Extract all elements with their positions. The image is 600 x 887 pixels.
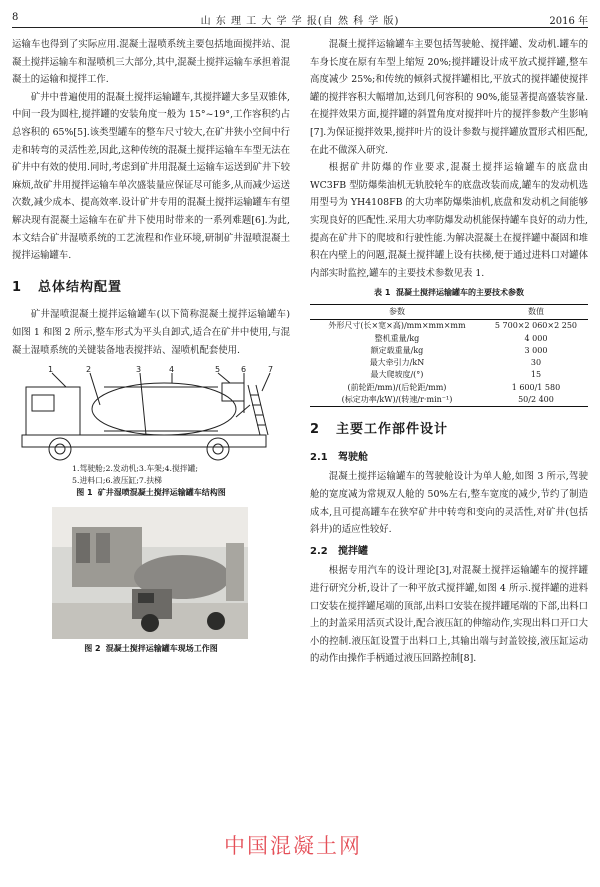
figure-1-caption — [12, 487, 290, 499]
table-row — [310, 394, 588, 407]
subsection-number: 2.1 — [310, 451, 328, 463]
section-number: 2 — [310, 422, 321, 438]
parameters-table — [310, 304, 588, 407]
figure-1-legend — [12, 463, 290, 487]
rear-wheel — [207, 438, 229, 460]
paragraph: 混凝土搅拌运输罐车的驾驶舱设计为单人舱,如图 3 所示,驾驶舱的宽度减为常规双人舱的 50%左右,整车宽度的减少,节约了制造成本,且可提高罐车在狭窄矿井中转弯和变向的灵活性,对矿井(包括斜井)的适应性较好. — [310, 471, 588, 536]
param-cell: 最大牵引力/kN — [369, 358, 425, 368]
wheel — [207, 612, 225, 630]
subsection-title: 驾驶舱 — [338, 451, 368, 463]
param-cell: 外形尺寸(长×宽×高)/mm×mm×mm — [328, 321, 466, 331]
hopper — [222, 383, 244, 401]
table-caption-text: 混凝土搅拌运输罐车的主要技术参数 — [395, 288, 524, 298]
param-cell: 整机重量/kg — [374, 333, 420, 343]
table-caption — [310, 284, 588, 302]
watermark: 中国混凝土网 — [224, 834, 362, 858]
table-row — [310, 320, 588, 333]
page-number: 8 — [12, 12, 19, 23]
figure-1-drawing — [12, 365, 290, 463]
figure-2-photo — [12, 507, 290, 639]
subsection-title: 搅拌罐 — [338, 545, 368, 557]
callout-1: 1 — [48, 365, 54, 375]
table-row — [310, 357, 588, 369]
paragraph: 根据矿井防爆的作业要求,混凝土搅拌运输罐车的底盘由 WC3FB 型防爆柴油机无轨胶轮车的底盘改装而成,罐车的发动机选用型号为 YH4108FB 的大功率防爆柴油机,底盘和发动机之间能够实现良好的匹配性.采用大功率防爆发动机能保持罐车良好的动力性,提高在矿井下的爬坡和行驶性能.为解决混凝土在搅拌罐中凝固和堆积在内壁上的问题,混凝土搅拌罐上设有扶梯,便于通过进料口对罐体内部实时监控,罐车的主要技术参数见表 1. — [310, 162, 588, 279]
callout-2: 2 — [86, 365, 92, 375]
subsection-number: 2.2 — [310, 545, 328, 557]
value-cell: 1 600/1 580 — [511, 382, 561, 392]
front-wheel — [49, 438, 71, 460]
figure-2-caption — [12, 643, 290, 655]
truck-diagram — [12, 365, 290, 463]
table-row — [310, 345, 588, 357]
legend-line: 1.驾驶舱;2.发动机;3.车架;4.搅拌罐; — [72, 464, 199, 474]
left-column — [12, 36, 290, 655]
figure-label: 图 2 — [84, 644, 101, 654]
callout-3: 3 — [136, 365, 142, 375]
param-cell: (标定功率/kW)/(转速/r·min⁻¹) — [310, 394, 484, 407]
param-cell: (前轮距/mm)/(后轮距/mm) — [347, 382, 447, 392]
table-row — [310, 333, 588, 345]
value-cell: 5 700×2 060×2 250 — [494, 321, 578, 331]
subsection-heading — [310, 543, 588, 561]
table-header-row — [310, 304, 588, 319]
value-cell: 50/2 400 — [484, 394, 588, 407]
header-value: 数值 — [484, 304, 588, 319]
cab-window — [32, 395, 54, 411]
drum-body — [92, 383, 236, 435]
figure-label: 图 1 — [76, 488, 93, 498]
paragraph: 运输车也得到了实际应用.混凝土湿喷系统主要包括地面搅拌站、混凝土搅拌运输车和湿喷机三大部分,其中,混凝土搅拌运输车承担着混凝土的运输和搅拌工作. — [12, 39, 290, 86]
section-title: 主要工作部件设计 — [336, 422, 449, 438]
site-photo — [12, 507, 290, 639]
year: 2016 年 — [549, 16, 588, 27]
wheel — [141, 614, 159, 632]
paragraph: 根据专用汽车的设计理论[3],对混凝土搅拌运输罐车的搅拌罐进行研究分析,设计了一种平放式搅拌罐,如图 4 所示.搅拌罐的进料口安装在搅拌罐尾端的顶部,出料口安装在搅拌罐尾端的下部,出料口上的封盖采用活页式设计,配合液压缸的伸缩动作,实现出料口开口大小的控制.液压缸设置于出料口上,其输出端与封盖铰接,液压缸运动的动作由操作手柄通过液压回路控制[8]. — [310, 565, 588, 665]
callout-7: 7 — [268, 365, 274, 375]
value-cell: 15 — [530, 370, 542, 380]
callout-6: 6 — [241, 365, 247, 375]
callout-4: 4 — [169, 365, 175, 375]
paragraph: 混凝土搅拌运输罐车主要包括驾驶舱、搅拌罐、发动机.罐车的车身长度在原有车型上缩短 20%;搅拌罐设计成平放式搅拌罐,整车高度减少 25%;和传统的倾斜式搅拌罐相比,平放式的搅拌罐使搅拌罐的搅拌容积大幅增加,达到几何容积的 90%,能显著提高盛装容量.在搅拌效果方面,搅拌罐的斜置角度对搅拌叶片的搅拌参数产生影响[7].为保证搅拌效果,搅拌叶片的设计参数与搅拌罐放置形式相匹配,在此不做深入研究. — [310, 39, 588, 156]
frame-rect — [22, 435, 266, 447]
subsection-heading — [310, 449, 588, 467]
table-row — [310, 369, 588, 381]
param-cell: 最大爬坡度/(°) — [370, 370, 424, 380]
value-cell: 3 000 — [524, 345, 548, 355]
journal-name: 山 东 理 工 大 学 学 报(自 然 科 学 版) — [200, 16, 400, 27]
table-label: 表 1 — [374, 288, 391, 298]
table-row — [310, 382, 588, 394]
paragraph: 矿井湿喷混凝土搅拌运输罐车(以下简称混凝土搅拌运输罐车)如图 1 和图 2 所示,整车形式为平头自卸式,适合在矿井中使用,与混凝土湿喷系统的关键装备地表搅拌站、湿喷机配套使用. — [12, 309, 290, 356]
paragraph: 矿井中普遍使用的混凝土搅拌运输罐车,其搅拌罐大多呈双锥体,中间一段为圆柱,搅拌罐的安装角度一般为 15°~19°,工作容积约占总容积的 65%[5].该类型罐车的整车尺寸较大,在矿井狭小空间中行走和转弯的灵活性差,因此,这种传统的混凝土搅拌运输车车型无法在矿井中有效的使用.同时,考虑到矿井用混凝土运输车运送到矿井下较麻烦,故矿井用搅拌运输车单次盛装量应保证尽可能多,从而减少运送次数,减少成本、提高效率.设计矿井专用的混凝土搅拌运输罐车有望解决现有混凝土运输车在矿井下使用时带来的一系列难题[6].为此,本文结合矿井湿喷系统的工艺流程和作业环境,研制矿井湿喷混凝土搅拌运输罐车. — [12, 91, 290, 262]
figure-caption-text: 混凝土搅拌运输罐车现场工作图 — [105, 644, 218, 654]
section-title: 总体结构配置 — [38, 279, 123, 295]
section-number: 1 — [12, 279, 23, 295]
hydraulic-cylinder — [236, 405, 250, 417]
callout-5: 5 — [215, 365, 221, 375]
param-cell: 额定载重量/kg — [370, 345, 424, 355]
page-header — [12, 10, 588, 28]
section-heading — [310, 421, 588, 439]
figure-caption-text: 矿井湿喷混凝土搅拌运输罐车结构图 — [97, 488, 226, 498]
legend-line: 5.进料口;6.液压缸;7.扶梯 — [72, 476, 162, 486]
value-cell: 4 000 — [524, 333, 548, 343]
section-heading — [12, 279, 290, 297]
right-column — [310, 36, 588, 668]
value-cell: 30 — [530, 358, 542, 368]
header-param: 参数 — [310, 304, 484, 319]
